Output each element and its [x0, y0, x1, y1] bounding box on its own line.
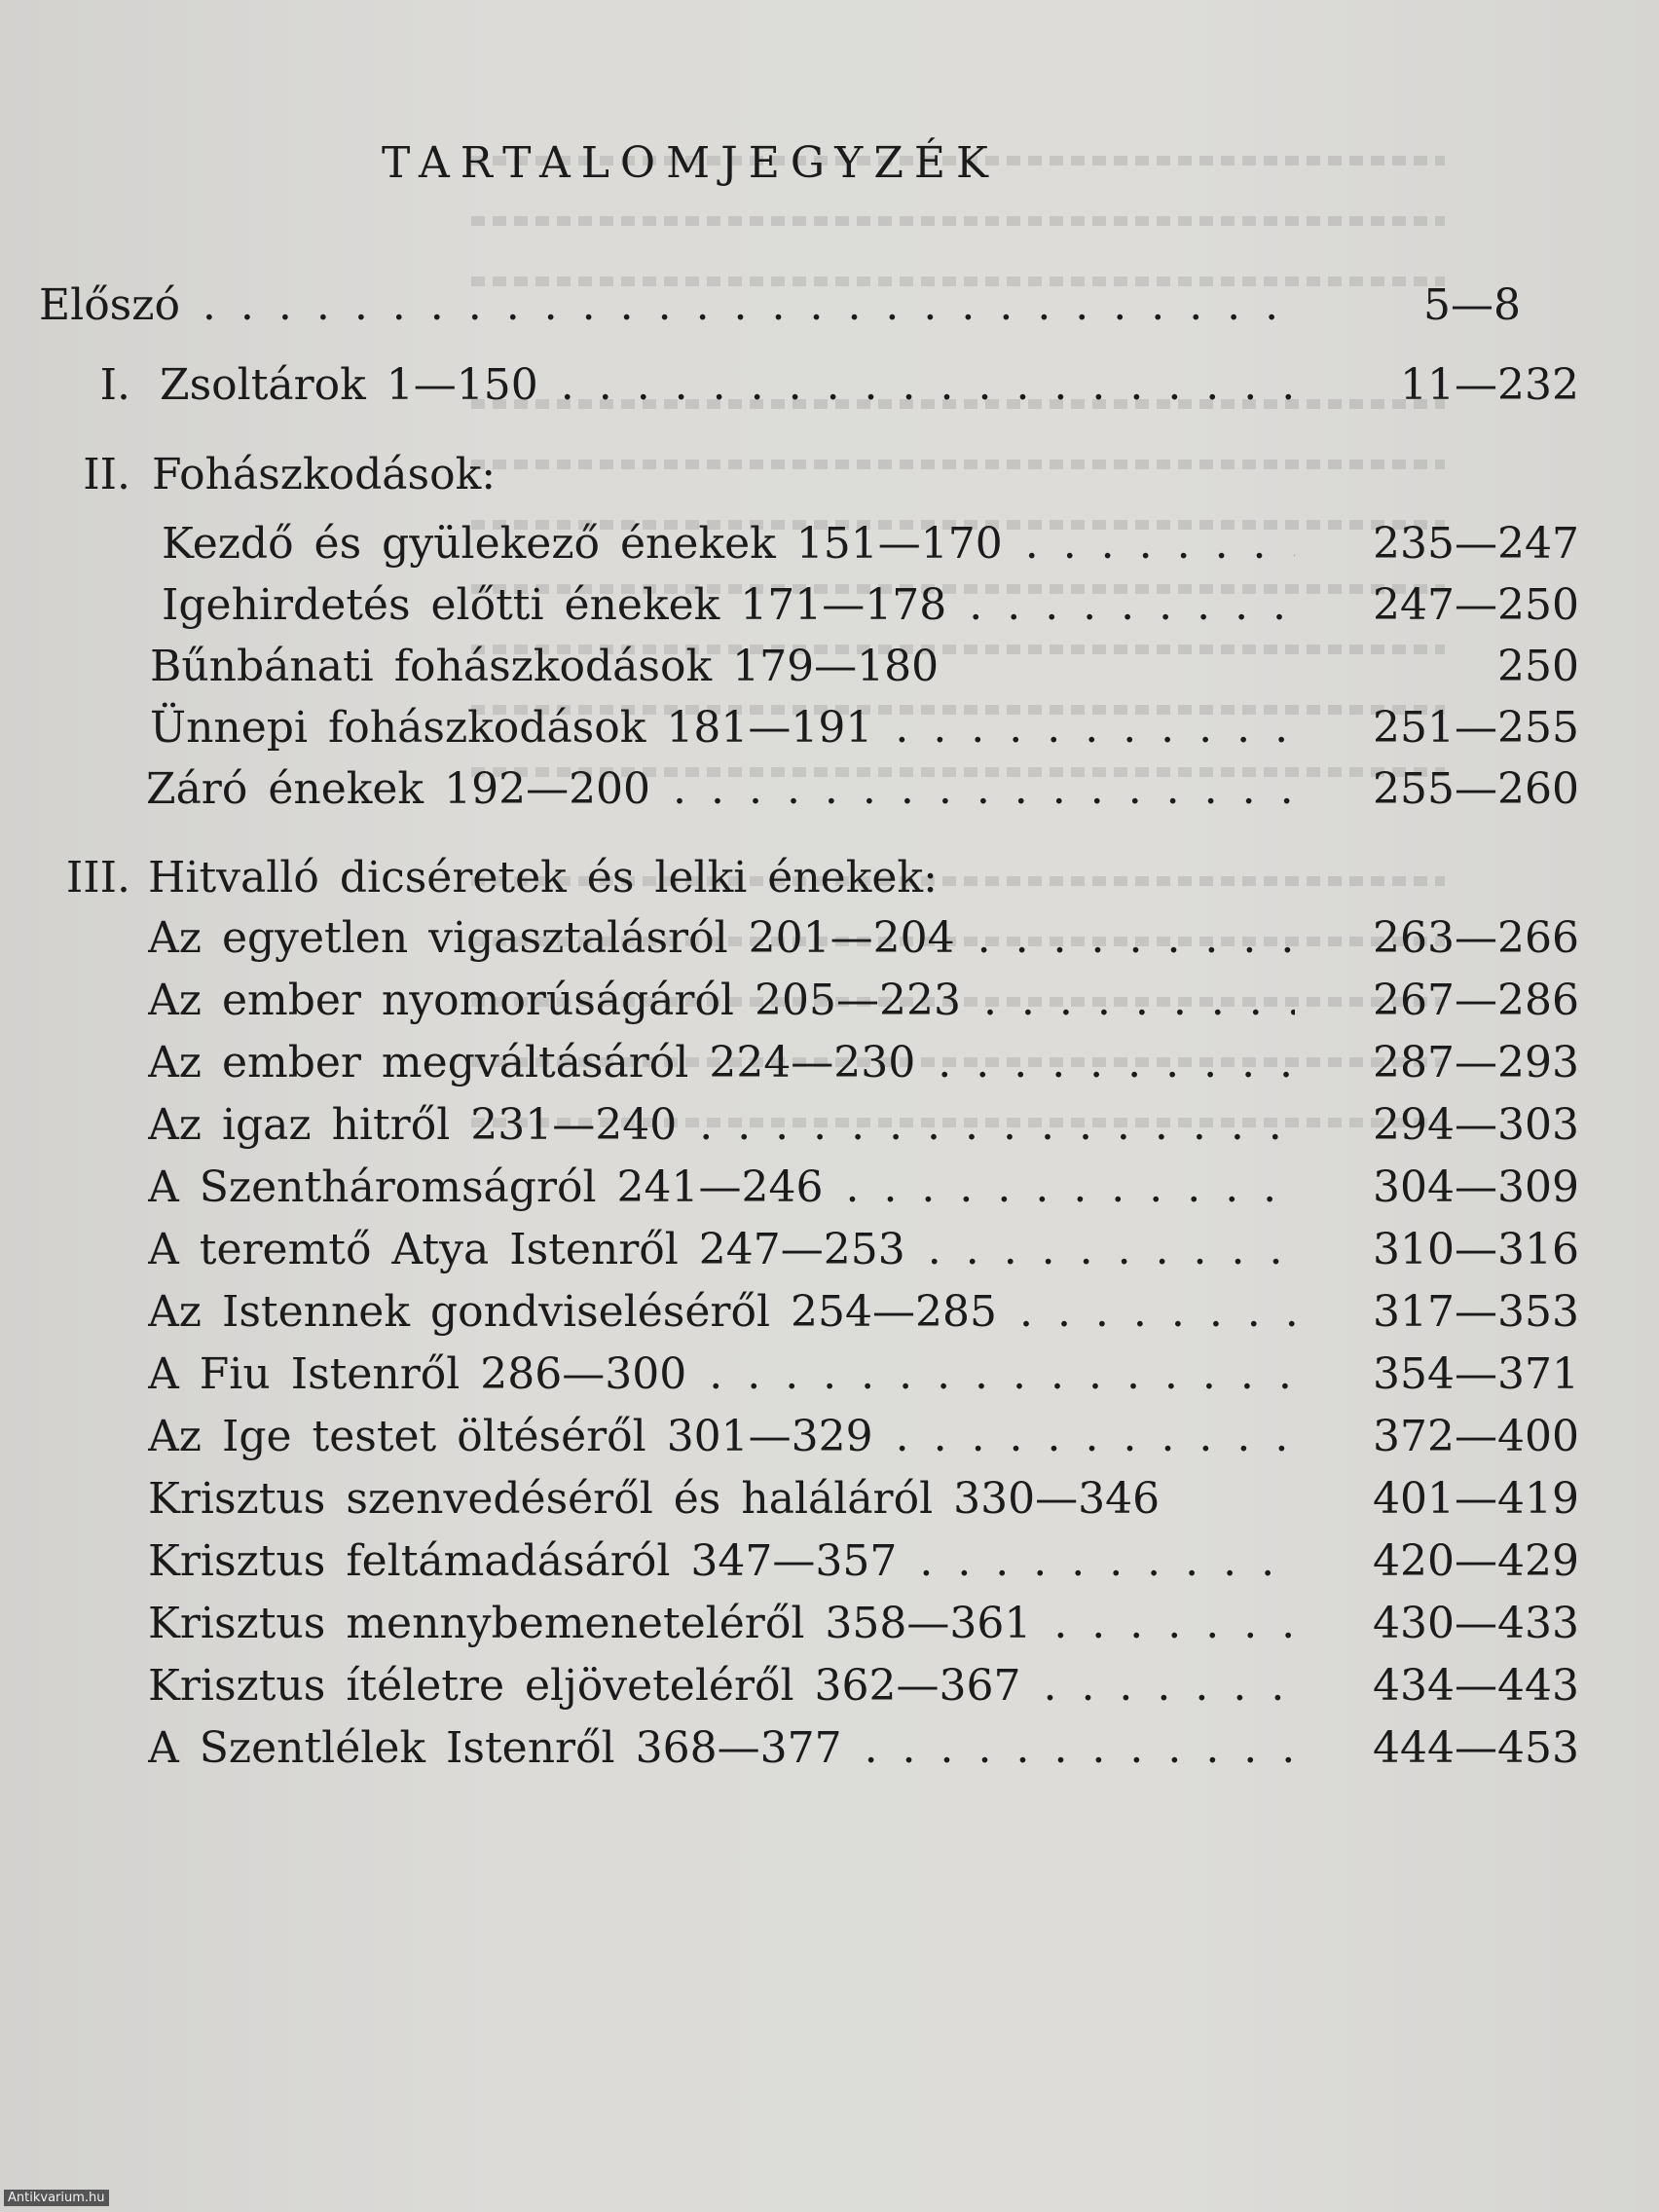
toc-entry: [0, 907, 1659, 970]
toc-entry: [0, 636, 1659, 698]
toc-section-iii: [0, 847, 1659, 909]
watermark: Antikvarium.hu: [4, 2190, 109, 2206]
toc-entry: [0, 1530, 1659, 1593]
toc-entry-label: Előszó . . .: [39, 275, 1295, 337]
toc-entry-label: A teremtő Atya Istenről 247—253 . . .: [148, 1219, 1295, 1281]
toc-entry-label: Záró énekek 192—200 . . .: [146, 758, 1295, 821]
toc-entry: [0, 1032, 1659, 1094]
page-title: TARTALOMJEGYZÉK: [382, 138, 999, 188]
toc-entry-label: Krisztus feltámadásáról 347—357 . . .: [148, 1530, 1295, 1593]
toc-entry-label: Az egyetlen vigasztalásról 201—204 . . .: [148, 907, 1295, 970]
toc-entry-label: Az ember megváltásáról 224—230 . . .: [148, 1032, 1295, 1094]
toc-entry-pages: 263—266: [1373, 913, 1579, 963]
toc-entry-pages: 430—433: [1373, 1599, 1579, 1648]
toc-entry-pages: 5—8: [1423, 280, 1521, 330]
section-numeral: I.: [99, 360, 130, 410]
toc-entry-label: Az Ige testet öltéséről 301—329 . . .: [148, 1406, 1295, 1468]
toc-entry-pages: 444—453: [1373, 1723, 1579, 1773]
toc-entry: [0, 1219, 1659, 1281]
toc-entry-label: Igehirdetés előtti énekek 171—178 . . .: [162, 574, 1295, 637]
toc-entry-pages: 287—293: [1373, 1038, 1579, 1088]
toc-entry-label: Ünnepi fohászkodások 181—191 . . .: [150, 697, 1295, 759]
toc-entry-label: Krisztus szenvedéséről és haláláról 330—346: [148, 1474, 1161, 1524]
toc-entry-pages: 294—303: [1373, 1100, 1579, 1150]
toc-entry: [0, 970, 1659, 1032]
toc-entry-label: Bűnbánati fohászkodások 179—180: [150, 642, 940, 691]
toc-entry: [0, 697, 1659, 759]
toc-entry: [0, 1593, 1659, 1655]
toc-entry-label: Zsoltárok 1—150 . . .: [160, 354, 1295, 417]
toc-entry-pages: 255—260: [1373, 764, 1579, 814]
section-heading: Hitvalló dicséretek és lelki énekek:: [148, 853, 938, 903]
toc-entry-pages: 310—316: [1373, 1225, 1579, 1274]
toc-entry-pages: 317—353: [1373, 1287, 1579, 1337]
toc-entry-pages: 372—400: [1373, 1412, 1579, 1461]
toc-entry-pages: 11—232: [1400, 360, 1579, 410]
toc-entry-label: A Szentháromságról 241—246 . . .: [148, 1157, 1295, 1219]
toc-entry-pages: 420—429: [1373, 1536, 1579, 1586]
toc-entry-label: Krisztus ítéletre eljöveteléről 362—367 . . .: [148, 1655, 1295, 1717]
toc-entry: [0, 574, 1659, 637]
toc-entry-label: A Fiu Istenről 286—300 . . .: [148, 1344, 1295, 1406]
toc-entry-label: Krisztus mennybemeneteléről 358—361 . . .: [148, 1593, 1295, 1655]
toc-entry-pages: 251—255: [1373, 703, 1579, 753]
toc-entry: [0, 758, 1659, 821]
toc-entry: [0, 1406, 1659, 1468]
toc-entry: [0, 1157, 1659, 1219]
toc-section-i: [0, 354, 1659, 417]
toc-entry-pages: 247—250: [1373, 580, 1579, 630]
toc-entry: [0, 1468, 1659, 1530]
toc-entry-pages: 354—371: [1373, 1349, 1579, 1399]
toc-entry: [0, 513, 1659, 575]
toc-entry: [0, 1717, 1659, 1780]
toc-entry-label: Az Istennek gondviseléséről 254—285 . . .: [148, 1281, 1295, 1344]
toc-section-ii: [0, 444, 1659, 506]
toc-entry-pages: 304—309: [1373, 1162, 1579, 1212]
toc-entry-pages: 267—286: [1373, 976, 1579, 1025]
toc-entry-pages: 250: [1497, 642, 1579, 691]
toc-entry-pages: 434—443: [1373, 1661, 1579, 1711]
toc-entry-label: A Szentlélek Istenről 368—377 . . .: [148, 1717, 1295, 1780]
toc-entry-label: Az ember nyomorúságáról 205—223 . . .: [148, 970, 1295, 1032]
section-heading: Fohászkodások:: [152, 450, 497, 499]
toc-entry: [0, 1281, 1659, 1344]
toc-entry-pages: 235—247: [1373, 519, 1579, 569]
section-numeral: III.: [65, 853, 130, 903]
toc-entry-label: Kezdő és gyülekező énekek 151—170 . . .: [162, 513, 1295, 575]
toc-entry: [0, 1344, 1659, 1406]
toc-entry: [0, 1094, 1659, 1157]
toc-entry: [0, 1655, 1659, 1717]
toc-entry-eloszo: [0, 275, 1659, 337]
toc-entry-label: Az igaz hitről 231—240 . . .: [148, 1094, 1295, 1157]
toc-entry-pages: 401—419: [1373, 1474, 1579, 1524]
section-numeral: II.: [83, 450, 130, 499]
